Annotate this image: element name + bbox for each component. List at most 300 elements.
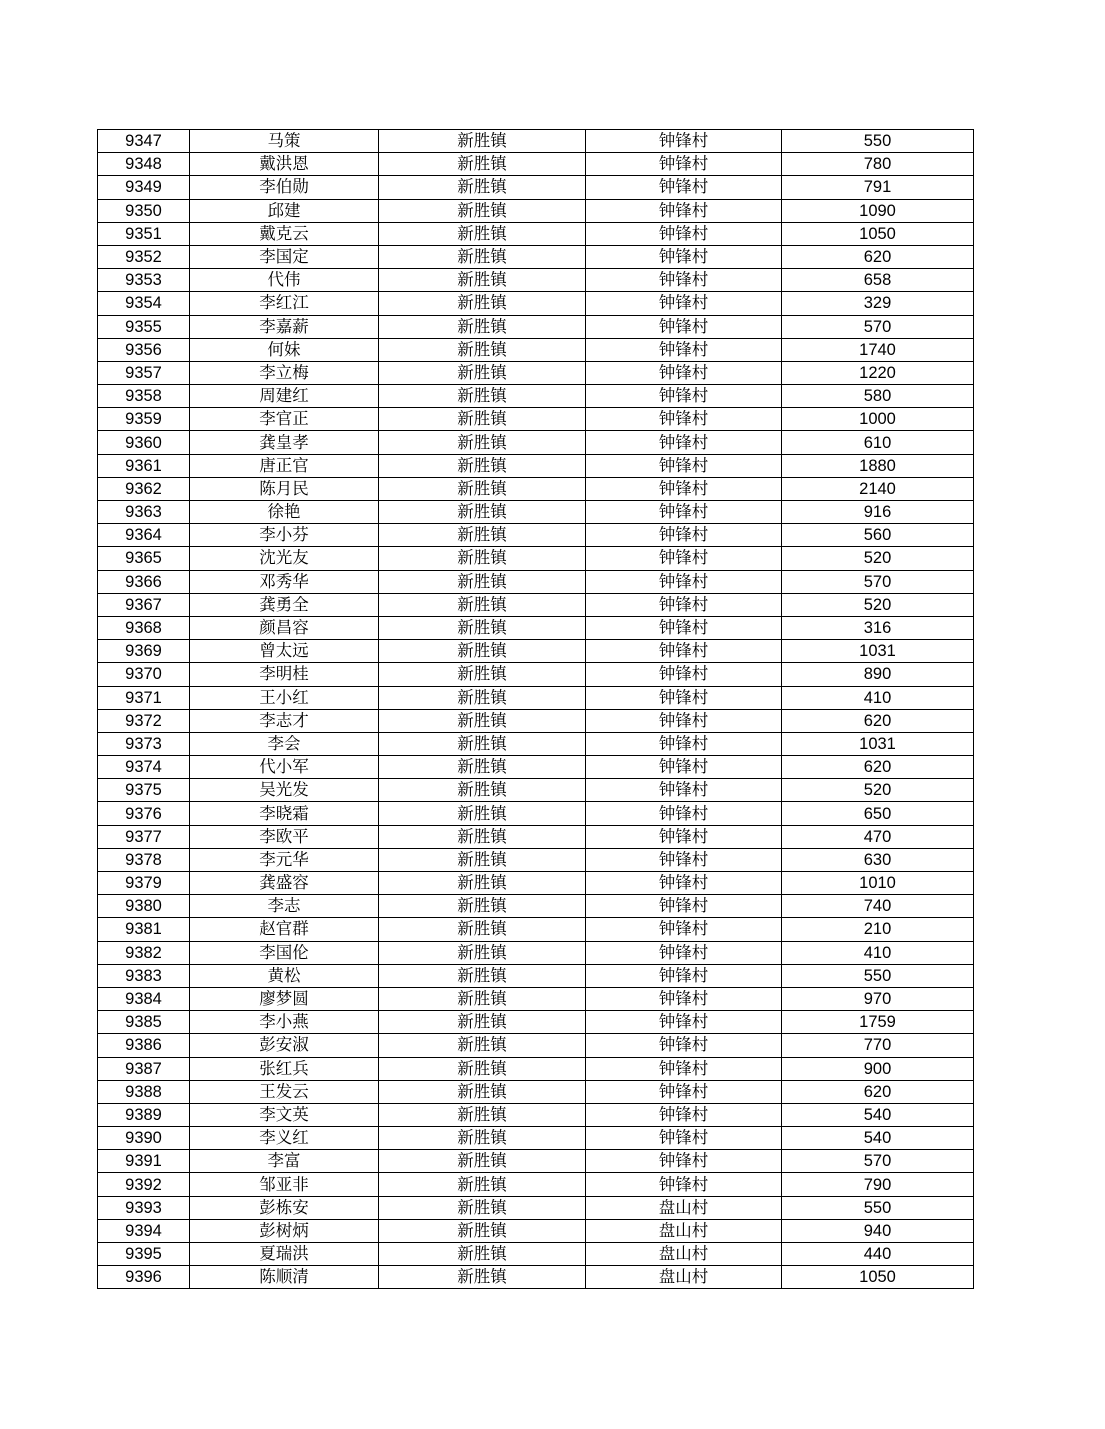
cell-id: 9370 [98,663,190,686]
cell-name: 邓秀华 [190,570,379,593]
cell-id: 9393 [98,1196,190,1219]
cell-id: 9374 [98,756,190,779]
cell-amount: 570 [782,570,974,593]
table-row [98,385,974,408]
cell-id: 9395 [98,1243,190,1266]
cell-amount: 620 [782,245,974,268]
cell-id: 9390 [98,1127,190,1150]
cell-amount: 620 [782,1080,974,1103]
cell-town: 新胜镇 [379,825,586,848]
cell-name: 李志 [190,895,379,918]
cell-id: 9347 [98,130,190,153]
cell-amount: 550 [782,1196,974,1219]
cell-village: 钟锋村 [586,1057,782,1080]
cell-village: 钟锋村 [586,848,782,871]
cell-id: 9372 [98,709,190,732]
table-row [98,315,974,338]
cell-name: 王小红 [190,686,379,709]
cell-village: 钟锋村 [586,686,782,709]
cell-name: 李嘉薪 [190,315,379,338]
cell-town: 新胜镇 [379,1034,586,1057]
cell-amount: 560 [782,524,974,547]
table-row [98,431,974,454]
cell-town: 新胜镇 [379,1103,586,1126]
cell-village: 钟锋村 [586,732,782,755]
cell-village: 钟锋村 [586,640,782,663]
cell-name: 彭栋安 [190,1196,379,1219]
table-row [98,1034,974,1057]
cell-village: 钟锋村 [586,477,782,500]
cell-id: 9354 [98,292,190,315]
cell-amount: 630 [782,848,974,871]
cell-amount: 580 [782,385,974,408]
cell-village: 钟锋村 [586,895,782,918]
table-row [98,1127,974,1150]
cell-id: 9366 [98,570,190,593]
cell-name: 彭安淑 [190,1034,379,1057]
cell-id: 9394 [98,1219,190,1242]
cell-id: 9392 [98,1173,190,1196]
table-row [98,686,974,709]
cell-town: 新胜镇 [379,756,586,779]
cell-village: 钟锋村 [586,570,782,593]
cell-amount: 940 [782,1219,974,1242]
cell-id: 9369 [98,640,190,663]
cell-name: 夏瑞洪 [190,1243,379,1266]
cell-amount: 780 [782,153,974,176]
cell-amount: 550 [782,130,974,153]
table-row [98,245,974,268]
cell-id: 9387 [98,1057,190,1080]
cell-amount: 410 [782,686,974,709]
cell-name: 邹亚非 [190,1173,379,1196]
cell-town: 新胜镇 [379,570,586,593]
cell-town: 新胜镇 [379,524,586,547]
cell-town: 新胜镇 [379,709,586,732]
cell-amount: 620 [782,709,974,732]
cell-amount: 570 [782,315,974,338]
cell-id: 9375 [98,779,190,802]
table-row [98,872,974,895]
table-row [98,1219,974,1242]
cell-village: 钟锋村 [586,222,782,245]
cell-town: 新胜镇 [379,1011,586,1034]
cell-id: 9389 [98,1103,190,1126]
cell-village: 钟锋村 [586,593,782,616]
cell-name: 李文英 [190,1103,379,1126]
table-row [98,292,974,315]
cell-town: 新胜镇 [379,501,586,524]
cell-town: 新胜镇 [379,802,586,825]
cell-id: 9377 [98,825,190,848]
cell-town: 新胜镇 [379,663,586,686]
cell-name: 邱建 [190,199,379,222]
cell-name: 颜昌容 [190,616,379,639]
cell-id: 9363 [98,501,190,524]
cell-village: 钟锋村 [586,245,782,268]
cell-village: 钟锋村 [586,964,782,987]
cell-village: 钟锋村 [586,941,782,964]
table-row [98,918,974,941]
table-row [98,616,974,639]
cell-town: 新胜镇 [379,1196,586,1219]
cell-amount: 790 [782,1173,974,1196]
table-row [98,269,974,292]
cell-name: 陈月民 [190,477,379,500]
cell-village: 钟锋村 [586,1173,782,1196]
table-row [98,408,974,431]
table-row [98,1103,974,1126]
cell-town: 新胜镇 [379,640,586,663]
cell-town: 新胜镇 [379,130,586,153]
cell-town: 新胜镇 [379,385,586,408]
table-row [98,663,974,686]
cell-amount: 470 [782,825,974,848]
cell-village: 钟锋村 [586,1080,782,1103]
cell-town: 新胜镇 [379,431,586,454]
cell-id: 9383 [98,964,190,987]
cell-name: 李元华 [190,848,379,871]
table-row [98,987,974,1010]
cell-id: 9385 [98,1011,190,1034]
table-row [98,593,974,616]
cell-name: 黄松 [190,964,379,987]
cell-id: 9386 [98,1034,190,1057]
cell-amount: 1050 [782,1266,974,1289]
cell-village: 钟锋村 [586,756,782,779]
cell-town: 新胜镇 [379,941,586,964]
cell-name: 张红兵 [190,1057,379,1080]
table-row [98,1150,974,1173]
cell-amount: 210 [782,918,974,941]
cell-village: 钟锋村 [586,547,782,570]
cell-village: 钟锋村 [586,709,782,732]
table-row [98,640,974,663]
cell-village: 钟锋村 [586,1011,782,1034]
cell-id: 9348 [98,153,190,176]
cell-name: 代小军 [190,756,379,779]
cell-name: 陈顺清 [190,1266,379,1289]
cell-amount: 1220 [782,361,974,384]
cell-amount: 1740 [782,338,974,361]
cell-name: 李志才 [190,709,379,732]
cell-id: 9371 [98,686,190,709]
cell-amount: 520 [782,779,974,802]
cell-name: 李小芬 [190,524,379,547]
cell-village: 钟锋村 [586,176,782,199]
cell-name: 戴洪恩 [190,153,379,176]
table-row [98,501,974,524]
cell-name: 王发云 [190,1080,379,1103]
cell-village: 钟锋村 [586,872,782,895]
table-row [98,361,974,384]
cell-id: 9350 [98,199,190,222]
cell-town: 新胜镇 [379,872,586,895]
cell-village: 钟锋村 [586,1127,782,1150]
cell-id: 9359 [98,408,190,431]
cell-name: 李晓霜 [190,802,379,825]
cell-name: 彭树炳 [190,1219,379,1242]
cell-town: 新胜镇 [379,732,586,755]
cell-village: 钟锋村 [586,779,782,802]
table-row [98,1080,974,1103]
cell-id: 9351 [98,222,190,245]
table-row [98,848,974,871]
cell-amount: 540 [782,1127,974,1150]
cell-amount: 916 [782,501,974,524]
cell-village: 钟锋村 [586,269,782,292]
cell-amount: 1010 [782,872,974,895]
cell-village: 钟锋村 [586,199,782,222]
cell-amount: 540 [782,1103,974,1126]
cell-name: 李会 [190,732,379,755]
cell-town: 新胜镇 [379,1150,586,1173]
cell-town: 新胜镇 [379,918,586,941]
cell-amount: 2140 [782,477,974,500]
cell-town: 新胜镇 [379,1173,586,1196]
cell-amount: 770 [782,1034,974,1057]
cell-name: 廖梦圆 [190,987,379,1010]
cell-town: 新胜镇 [379,593,586,616]
cell-amount: 329 [782,292,974,315]
cell-name: 何妹 [190,338,379,361]
cell-id: 9365 [98,547,190,570]
cell-id: 9361 [98,454,190,477]
cell-village: 钟锋村 [586,292,782,315]
cell-name: 赵官群 [190,918,379,941]
table-body [98,130,974,1289]
cell-village: 钟锋村 [586,501,782,524]
cell-village: 钟锋村 [586,431,782,454]
table-row [98,1011,974,1034]
cell-amount: 440 [782,1243,974,1266]
cell-town: 新胜镇 [379,408,586,431]
cell-village: 钟锋村 [586,1034,782,1057]
cell-id: 9362 [98,477,190,500]
cell-town: 新胜镇 [379,616,586,639]
cell-name: 李国伦 [190,941,379,964]
table-row [98,1266,974,1289]
cell-name: 李官正 [190,408,379,431]
cell-town: 新胜镇 [379,176,586,199]
cell-name: 戴克云 [190,222,379,245]
cell-town: 新胜镇 [379,1057,586,1080]
cell-id: 9379 [98,872,190,895]
table-row [98,756,974,779]
cell-id: 9388 [98,1080,190,1103]
cell-name: 吴光发 [190,779,379,802]
cell-name: 李欧平 [190,825,379,848]
table-row [98,1173,974,1196]
table-row [98,1196,974,1219]
cell-town: 新胜镇 [379,1080,586,1103]
table-row [98,709,974,732]
cell-id: 9349 [98,176,190,199]
cell-id: 9355 [98,315,190,338]
cell-amount: 520 [782,547,974,570]
cell-town: 新胜镇 [379,454,586,477]
cell-town: 新胜镇 [379,153,586,176]
cell-name: 周建红 [190,385,379,408]
table-row [98,477,974,500]
cell-town: 新胜镇 [379,686,586,709]
table-row [98,964,974,987]
table-row [98,825,974,848]
cell-id: 9368 [98,616,190,639]
cell-town: 新胜镇 [379,848,586,871]
table-row [98,895,974,918]
cell-id: 9381 [98,918,190,941]
table-row [98,732,974,755]
cell-village: 钟锋村 [586,315,782,338]
cell-id: 9376 [98,802,190,825]
cell-village: 盘山村 [586,1266,782,1289]
cell-town: 新胜镇 [379,1266,586,1289]
cell-village: 钟锋村 [586,918,782,941]
cell-id: 9357 [98,361,190,384]
cell-id: 9373 [98,732,190,755]
cell-town: 新胜镇 [379,547,586,570]
cell-amount: 890 [782,663,974,686]
cell-town: 新胜镇 [379,477,586,500]
cell-amount: 900 [782,1057,974,1080]
cell-name: 沈光友 [190,547,379,570]
cell-amount: 740 [782,895,974,918]
table-row [98,130,974,153]
table-row [98,338,974,361]
cell-village: 钟锋村 [586,130,782,153]
cell-village: 钟锋村 [586,153,782,176]
cell-amount: 970 [782,987,974,1010]
table-row [98,524,974,547]
cell-name: 李伯勋 [190,176,379,199]
cell-amount: 1880 [782,454,974,477]
cell-town: 新胜镇 [379,269,586,292]
table-row [98,199,974,222]
cell-village: 钟锋村 [586,825,782,848]
cell-amount: 1031 [782,732,974,755]
table-row [98,176,974,199]
table-row [98,802,974,825]
cell-name: 李立梅 [190,361,379,384]
cell-town: 新胜镇 [379,1243,586,1266]
table-row [98,779,974,802]
cell-amount: 1050 [782,222,974,245]
cell-village: 钟锋村 [586,454,782,477]
cell-amount: 791 [782,176,974,199]
cell-village: 钟锋村 [586,338,782,361]
cell-amount: 410 [782,941,974,964]
table-row [98,454,974,477]
cell-village: 盘山村 [586,1219,782,1242]
cell-name: 唐正官 [190,454,379,477]
cell-village: 盘山村 [586,1243,782,1266]
cell-town: 新胜镇 [379,895,586,918]
cell-amount: 650 [782,802,974,825]
cell-id: 9352 [98,245,190,268]
cell-village: 盘山村 [586,1196,782,1219]
cell-town: 新胜镇 [379,222,586,245]
cell-id: 9396 [98,1266,190,1289]
cell-village: 钟锋村 [586,802,782,825]
cell-id: 9356 [98,338,190,361]
cell-name: 龚盛容 [190,872,379,895]
cell-amount: 1031 [782,640,974,663]
table-row [98,570,974,593]
cell-name: 李富 [190,1150,379,1173]
cell-town: 新胜镇 [379,315,586,338]
cell-name: 李国定 [190,245,379,268]
cell-town: 新胜镇 [379,1219,586,1242]
cell-amount: 658 [782,269,974,292]
cell-name: 李义红 [190,1127,379,1150]
cell-id: 9382 [98,941,190,964]
cell-amount: 1090 [782,199,974,222]
cell-amount: 620 [782,756,974,779]
cell-name: 代伟 [190,269,379,292]
cell-village: 钟锋村 [586,361,782,384]
cell-name: 龚勇全 [190,593,379,616]
cell-village: 钟锋村 [586,616,782,639]
cell-id: 9353 [98,269,190,292]
table-row [98,1057,974,1080]
cell-amount: 1000 [782,408,974,431]
cell-village: 钟锋村 [586,408,782,431]
cell-id: 9380 [98,895,190,918]
cell-amount: 550 [782,964,974,987]
cell-village: 钟锋村 [586,1103,782,1126]
cell-name: 李明桂 [190,663,379,686]
cell-town: 新胜镇 [379,361,586,384]
cell-amount: 316 [782,616,974,639]
cell-amount: 520 [782,593,974,616]
cell-town: 新胜镇 [379,199,586,222]
table-row [98,941,974,964]
table-row [98,547,974,570]
cell-town: 新胜镇 [379,964,586,987]
cell-town: 新胜镇 [379,245,586,268]
data-table [97,129,974,1289]
cell-id: 9367 [98,593,190,616]
cell-name: 曾太远 [190,640,379,663]
cell-village: 钟锋村 [586,663,782,686]
cell-village: 钟锋村 [586,385,782,408]
cell-name: 徐艳 [190,501,379,524]
cell-amount: 570 [782,1150,974,1173]
cell-id: 9360 [98,431,190,454]
cell-id: 9384 [98,987,190,1010]
table-row [98,153,974,176]
cell-id: 9358 [98,385,190,408]
cell-town: 新胜镇 [379,1127,586,1150]
cell-town: 新胜镇 [379,338,586,361]
cell-village: 钟锋村 [586,987,782,1010]
cell-id: 9391 [98,1150,190,1173]
cell-village: 钟锋村 [586,524,782,547]
cell-town: 新胜镇 [379,987,586,1010]
cell-amount: 610 [782,431,974,454]
table-row [98,1243,974,1266]
cell-village: 钟锋村 [586,1150,782,1173]
cell-id: 9378 [98,848,190,871]
cell-name: 马策 [190,130,379,153]
cell-name: 李红江 [190,292,379,315]
cell-name: 李小燕 [190,1011,379,1034]
cell-town: 新胜镇 [379,292,586,315]
cell-name: 龚皇孝 [190,431,379,454]
cell-amount: 1759 [782,1011,974,1034]
cell-id: 9364 [98,524,190,547]
